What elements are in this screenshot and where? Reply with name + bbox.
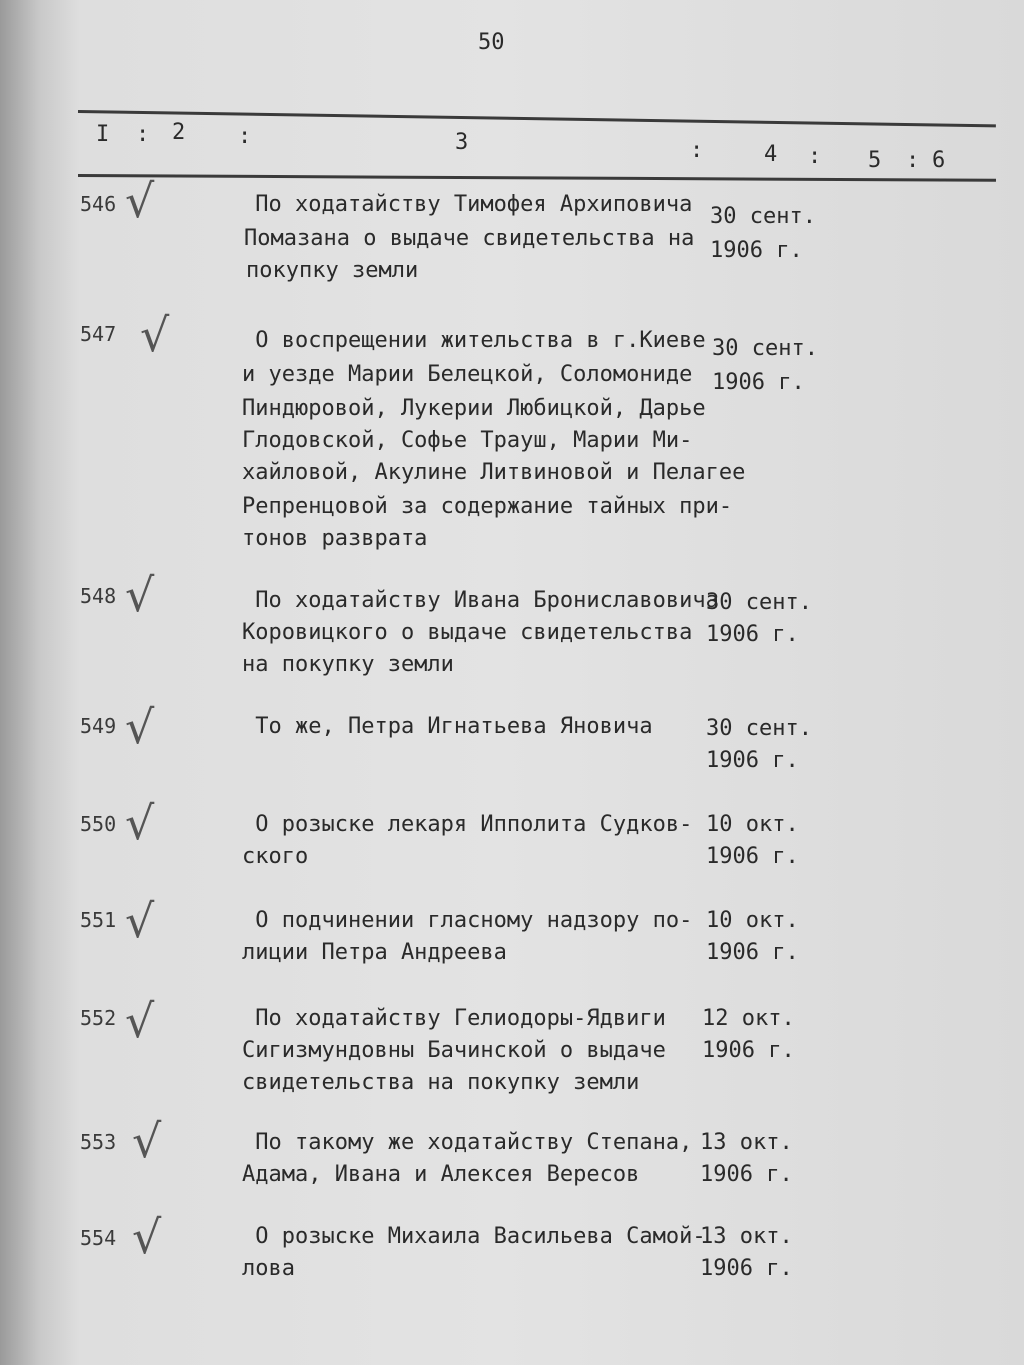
check-mark-icon: √ (132, 1114, 162, 1168)
check-mark-icon: √ (125, 796, 155, 850)
entry-text-line: По такому же ходатайству Степана, (242, 1130, 693, 1155)
entry-text-line: О подчинении гласному надзору по- (242, 908, 693, 933)
entry-text-line: на покупку земли (242, 652, 454, 677)
entry-date-line: 1906 г. (706, 940, 799, 965)
entry-number: 554 (80, 1226, 117, 1250)
entry-text-line: хайловой, Акулине Литвиновой и Пелагее (242, 460, 746, 485)
check-mark-icon: √ (125, 894, 155, 948)
entry-date-line: 13 окт. (700, 1224, 793, 1249)
column-separator: : (690, 138, 706, 163)
entry-text-line: По ходатайству Ивана Брониславовича (242, 588, 719, 613)
column-separator: : (808, 144, 824, 169)
entry-date-line: 1906 г. (710, 238, 803, 263)
entry-date-line: 30 сент. (706, 590, 812, 615)
entry-text-line: По ходатайству Тимофея Архиповича (242, 192, 693, 217)
entry-number: 551 (80, 908, 117, 932)
entry-number: 549 (80, 714, 117, 738)
entry-number: 553 (80, 1130, 117, 1154)
entry-text-line: лиции Петра Андреева (242, 940, 507, 965)
column-separator: : (906, 148, 922, 173)
entry-text-line: Сигизмундовны Бачинской о выдаче (242, 1038, 666, 1063)
entry-text-line: Глодовской, Софье Трауш, Марии Ми- (242, 428, 693, 453)
entry-date-line: 10 окт. (706, 812, 799, 837)
entry-date-line: 30 сент. (710, 204, 816, 229)
entry-date-line: 1906 г. (712, 370, 805, 395)
entry-number: 550 (80, 812, 117, 836)
column-header-2: 2 (172, 120, 188, 145)
column-header-4: 4 (764, 142, 780, 167)
entry-date-line: 1906 г. (706, 622, 799, 647)
entry-text-line: Коровицкого о выдаче свидетельства (242, 620, 693, 645)
entry-number: 546 (80, 192, 117, 216)
column-separator: : (238, 124, 254, 149)
page-number: 50 (478, 30, 505, 55)
header-rule-top (78, 110, 996, 127)
entry-text-line: То же, Петра Игнатьева Яновича (242, 714, 653, 739)
column-header-3: 3 (455, 130, 471, 155)
column-header-1: I (96, 122, 112, 147)
entry-text-line: тонов разврата (242, 526, 428, 551)
entry-date-line: 30 сент. (706, 716, 812, 741)
entry-text-line: ского (242, 844, 309, 869)
entry-number: 548 (80, 584, 117, 608)
entry-text-line: Репренцовой за содержание тайных при- (242, 494, 733, 519)
column-header-6: 6 (932, 148, 948, 173)
entry-text-line: О воспрещении жительства в г.Киеве (242, 328, 706, 353)
entry-date-line: 1906 г. (700, 1162, 793, 1187)
entry-text-line: свидетельства на покупку земли (242, 1070, 640, 1095)
entry-text-line: О розыске Михаила Васильева Самой- (242, 1224, 706, 1249)
entry-text-line: Адама, Ивана и Алексея Вересов (242, 1162, 640, 1187)
entry-text-line: покупку земли (246, 258, 419, 283)
column-header-5: 5 (868, 148, 884, 173)
check-mark-icon: √ (125, 994, 155, 1048)
entry-text-line: О розыске лекаря Ипполита Судков- (242, 812, 693, 837)
entry-date-line: 12 окт. (702, 1006, 795, 1031)
entry-text-line: лова (242, 1256, 295, 1281)
entry-date-line: 13 окт. (700, 1130, 793, 1155)
check-mark-icon: √ (125, 174, 155, 228)
entry-text-line: По ходатайству Гелиодоры-Ядвиги (242, 1006, 666, 1031)
entry-number: 552 (80, 1006, 117, 1030)
check-mark-icon: √ (125, 700, 155, 754)
entry-number: 547 (80, 322, 117, 346)
check-mark-icon: √ (132, 1210, 162, 1264)
entry-date-line: 30 сент. (712, 336, 818, 361)
column-separator: : (136, 122, 152, 147)
check-mark-icon: √ (125, 568, 155, 622)
entry-text-line: Помазана о выдаче свидетельства на (244, 226, 695, 251)
entry-date-line: 1906 г. (706, 748, 799, 773)
entry-date-line: 1906 г. (700, 1256, 793, 1281)
header-rule-bottom (78, 174, 996, 182)
entry-date-line: 10 окт. (706, 908, 799, 933)
entry-text-line: Пиндюровой, Лукерии Любицкой, Дарье (242, 396, 706, 421)
entry-text-line: и уезде Марии Белецкой, Соломониде (242, 362, 693, 387)
entry-date-line: 1906 г. (706, 844, 799, 869)
entry-date-line: 1906 г. (702, 1038, 795, 1063)
check-mark-icon: √ (140, 308, 170, 362)
